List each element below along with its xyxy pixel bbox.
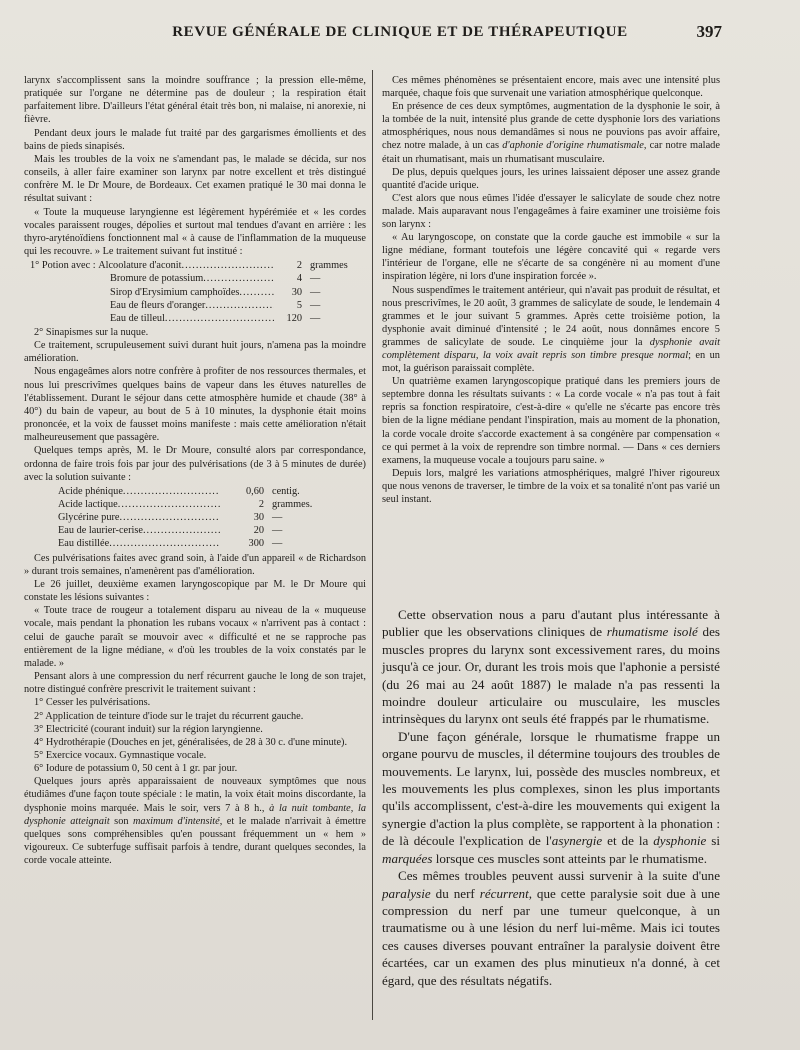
- prescription-row: [30, 286, 366, 299]
- prescription-row: [30, 272, 366, 285]
- prescription-row: [30, 312, 366, 325]
- text-run: du nerf: [430, 885, 480, 901]
- prescription-row: [30, 299, 366, 312]
- text-run: son: [109, 815, 133, 827]
- italic-run: paralysie: [382, 885, 431, 901]
- paragraph: Pensant alors à une compression du nerf récurrent gauche le long de son trajet, notre distingué confrère prescrivit le traitement suivant :: [24, 671, 366, 696]
- italic-run: maximum d'intensité: [132, 815, 220, 827]
- prescription-row: [30, 537, 328, 550]
- list-item: 4° Hydrothérapie (Douches en jet, généralisées, de 28 à 30 c. d'une minute).: [34, 736, 348, 748]
- prescription-qty: 2: [258, 499, 264, 510]
- prescription-qty: 2: [296, 260, 302, 272]
- prescription-item: Glycérine pure: [58, 512, 120, 524]
- text-run: D'une façon générale, lorsque le rhumatisme frappe un organe pourvu de muscles, il détermine toujours des troubles de mouvements. Le larynx, lui, possède des muscles nombreux, et les mouvements les plus complexes, sinon les plus importants qu'ils accomplissent, c'est-à-dire les mouvements qui exigent la synergie d'action la plus complète, se rapportent à la phonation : de là découle l'explication de l': [382, 728, 720, 849]
- paragraph: Mais les troubles de la voix ne s'amendant pas, le malade se décida, sur nos conseils, à aller faire examiner son larynx par notre excellent et très distingué confrère M. le Dr Moure, de Bordeaux. Cet examen pratiqué le 30 mai donna le résultat suivant :: [24, 153, 366, 205]
- prescription-row: [30, 511, 328, 524]
- paragraph: [382, 100, 720, 165]
- page-header: [0, 18, 800, 46]
- prescription-qty: 0,60: [245, 485, 264, 497]
- paragraph: Depuis lors, malgré les variations atmosphériques, malgré l'hiver rigoureux que nous venons de traverser, le timbre de la voix et sa tonalité n'ont pas varié un seul instant.: [382, 467, 720, 505]
- leader-dots: [123, 485, 220, 498]
- prescription-unit: —: [310, 312, 321, 324]
- paragraph: [382, 867, 720, 989]
- paragraph: [382, 284, 720, 376]
- prescription-unit: centig.: [272, 485, 300, 497]
- leader-dots: [203, 272, 274, 285]
- paragraph: Pendant deux jours le malade fut traité par des gargarismes émollients et des bains de pieds sinapisés.: [24, 127, 366, 152]
- paragraph: Ces pulvérisations faites avec grand soin, à l'aide d'un appareil « de Richardson » durant trois semaines, n'amenèrent pas d'amélioration.: [24, 552, 366, 577]
- text-run: si: [706, 833, 720, 849]
- leader-dots: [118, 498, 220, 511]
- text-run: , car notre malade était un rhumatisant, mais un rhumatisant musculaire.: [382, 140, 720, 165]
- prescription-unit: —: [310, 273, 321, 285]
- prescription-qty: 120: [286, 312, 302, 324]
- paragraph: Ce traitement, scrupuleusement suivi durant huit jours, n'amena pas la moindre amélioration.: [24, 340, 366, 365]
- prescription-heading: 1° Potion avec :: [30, 260, 96, 272]
- quotation: « Toute la muqueuse laryngienne est légèrement hypérémiée et « les cordes vocales paraissent rouges, dépolies et surtout mal tendues d'avant en arrière : les thyro-aryténoïdiens fonctionnent mal « à cause de l'inflammation de la muqueuse qui les recouvre. » Le traitement suivant fut institué :: [24, 206, 366, 258]
- paragraph: De plus, depuis quelques jours, les urines laissaient déposer une assez grande quantité d'acide urique.: [382, 166, 720, 191]
- text-run: ; en un mot, la guérison paraissait complète.: [382, 349, 721, 375]
- paragraph: Le 26 juillet, deuxième examen laryngoscopique par M. le Dr Moure qui constate les lésions suivantes :: [24, 578, 366, 604]
- prescription-row: [30, 259, 366, 272]
- paragraph: Ces mêmes phénomènes se présentaient encore, mais avec une intensité plus marquée, chaque fois que survenait une variation atmosphérique quelconque.: [382, 75, 720, 100]
- prescription-row: [30, 485, 328, 498]
- leader-dots: [165, 312, 274, 325]
- quotation: « Au laryngoscope, on constate que la corde gauche est immobile « sur la ligne médiane, formant toutefois une légère concavité qui « regarde vers l'intérieur de l'organe, elle ne s'écarte de sa congénère ni au moment d'une inspiration légère, ni lors d'une inspiration forcée ».: [382, 232, 720, 283]
- text-run: des muscles propres du larynx sont excessivement rares, du moins jusqu'à ce jour. Or, durant les trois mois que l'aphonie a persisté (du 26 mai au 24 août 1887) le malade n'a pas ressenti la moindre douleur articulaire ou musculaire, les muscles intrinsèques du larynx ont seuls été frappés par le rhumatisme.: [382, 624, 720, 727]
- column-divider: [372, 70, 373, 1020]
- paragraph: larynx s'accomplissent sans la moindre souffrance ; la pression elle-même, pratiquée sur l'organe ne détermine pas de douleur ; la respiration était parfaitement libre. D'ailleurs l'état général était très bon, ni malaise, ni anorexie, ni fièvre.: [24, 75, 366, 126]
- list-item: 6° Iodure de potassium 0, 50 cent à 1 gr. par jour.: [34, 763, 238, 775]
- prescription-item: Eau de laurier-cerise: [58, 525, 143, 537]
- text-run: En présence de ces deux symptômes, augmentation de la dysphonie le soir, à la tombée de la nuit, intensité plus grande de cette dysphonie lors des variations atmosphériques, nous nous demandâmes si nous ne pouvions pas avoir affaire, chez notre malade, à un cas: [382, 101, 720, 152]
- paragraph: 2° Sinapismes sur la nuque.: [34, 326, 149, 338]
- prescription-unit: —: [310, 299, 321, 311]
- treatment-list: [24, 696, 366, 775]
- paragraph: [382, 728, 720, 867]
- commentary-block: [382, 606, 720, 989]
- leader-dots: [109, 537, 220, 550]
- right-column: [382, 74, 720, 506]
- prescription-unit: —: [310, 286, 321, 298]
- italic-run: dysphonie avait complètement disparu, la voix avait repris son timbre presque normal: [382, 336, 720, 361]
- text-run: Cette observation nous a paru d'autant plus intéressante à publier que les observations cliniques de: [382, 607, 720, 640]
- text-run: Nous suspendîmes le traitement antérieur, qui n'avait pas produit de résultat, et nous prescrivîmes, le 20 août, 3 grammes de salicylate de soude, le lendemain 4 grammes et le jour suivant 5 grammes. Après cette troisième potion, la dysphonie avait diminué d'intensité ; le 24 août, nous donnâmes encore 5 grammes de salicylate de soude. Le cinquième jour la: [382, 284, 720, 348]
- leader-dots: [143, 524, 220, 537]
- leader-dots: [205, 299, 274, 312]
- prescription-potion: [30, 259, 366, 325]
- prescription-item: Alcoolature d'aconit: [98, 260, 182, 272]
- prescription-unit: —: [272, 525, 283, 537]
- list-item: 3° Electricité (courant induit) sur la région laryngienne.: [34, 723, 263, 735]
- leader-dots: [239, 286, 274, 299]
- prescription-row: [30, 498, 328, 511]
- text-run: et de la: [602, 833, 654, 849]
- prescription-qty: 20: [253, 525, 264, 537]
- text-run: , que cette paralysie soit due à une compression du nerf par une tumeur quelconque, à un traumatisme ou à une lésion du nerf lui-même. Mais ici toutes ces causes diverses pouvant entraîner la paralysie doivent être écartées, car un examen des plus minutieux n'a donné, à cet égard, que des résultats négatifs.: [382, 885, 720, 988]
- prescription-item: Acide lactique: [58, 499, 118, 510]
- quotation: « Toute trace de rougeur a totalement disparu au niveau de la « muqueuse vocale, mais pendant la phonation les rubans vocaux « n'arrivent pas à contact : celui de gauche paraît se mouvoir avec « difficulté et ne se rapproche pas entièrement de la ligne médiane, « d'où les troubles de la voix constatés par le malade. »: [24, 605, 366, 669]
- prescription-qty: 300: [248, 538, 264, 550]
- italic-run: à la nuit tombante, la dysphonie atteignait: [24, 802, 366, 827]
- prescription-unit: grammes: [310, 260, 348, 272]
- paragraph: C'est alors que nous eûmes l'idée d'essayer le salicylate de soude chez notre malade. Mais auparavant nous l'engageâmes à faire examiner une troisième fois son larynx :: [382, 192, 720, 231]
- prescription-item: Acide phénique: [58, 485, 123, 497]
- page-number: 397: [696, 22, 722, 41]
- italic-run: asynergie: [551, 833, 603, 849]
- prescription-item: Sirop d'Erysimium camphoïdes: [110, 286, 240, 298]
- paragraph: Quelques temps après, M. le Dr Moure, consulté alors par correspondance, ordonna de faire trois fois par jour des pulvérisations (de 3 à 5 minutes de durée) avec la solution suivante :: [24, 445, 366, 483]
- prescription-unit: —: [272, 512, 283, 524]
- list-item: 1° Cesser les pulvérisations.: [34, 697, 151, 709]
- list-item: 2° Application de teinture d'iode sur le trajet du récurrent gauche.: [34, 710, 304, 722]
- prescription-item: Eau distillée: [58, 538, 110, 550]
- leader-dots: [182, 259, 274, 272]
- italic-run: rhumatisme isolé: [606, 624, 698, 640]
- paragraph: Un quatrième examen laryngoscopique pratiqué dans les premiers jours de septembre donna les résultats suivants : « La corde vocale « n'a pas tout à fait repris sa fonction respiratoire, c'est-à-dire « qu'elle ne s'écarte pas encore très bien de la ligne médiane pendant l'inspiration, mais au moment de la phonation, la corde vocale droite s'accorde exactement à sa congénère par compensation « ce qui permet à la voix de reprendre son timbre normal. — Dans « ces derniers examens, la muqueuse vocale a toujours paru saine. »: [382, 376, 720, 466]
- italic-run: dysphonie: [653, 833, 707, 849]
- prescription-unit: grammes.: [272, 499, 313, 510]
- text-run: lorsque ces muscles sont atteints par le rhumatisme.: [432, 850, 707, 866]
- left-column: [24, 74, 366, 867]
- leader-dots: [119, 511, 220, 524]
- prescription-qty: 4: [296, 273, 302, 285]
- text-run: Quelques jours après apparaissaient de nouveaux symptômes que nous étudiâmes d'une façon toute spéciale : le matin, la voix était moins discordante, la dysphonie moins marquée. Mais le soir, vers 7 à 8 h.,: [24, 776, 366, 814]
- prescription-item: Eau de tilleul: [110, 312, 165, 324]
- prescription-row: [30, 524, 328, 537]
- prescription-item: Eau de fleurs d'oranger: [110, 299, 206, 311]
- italic-run: récurrent: [479, 885, 529, 901]
- paragraph: [24, 775, 366, 867]
- text-run: , et le malade n'arrivait à émettre quelques sons compréhensibles qu'en poussant fréquemment un « hem » vigoureux. Ce subterfuge suffisait parfois à tendre, durant quelques secondes, la corde vocale atteinte.: [24, 815, 366, 867]
- italic-run: d'aphonie d'origine rhumatismale: [502, 140, 644, 152]
- list-item: 5° Exercice vocaux. Gymnastique vocale.: [34, 749, 207, 761]
- prescription-qty: 30: [291, 286, 302, 298]
- prescription-qty: 30: [253, 512, 264, 524]
- running-title: REVUE GÉNÉRALE DE CLINIQUE ET DE THÉRAPEUTIQUE: [172, 24, 628, 40]
- prescription-unit: —: [272, 538, 283, 550]
- paragraph: Nous engageâmes alors notre confrère à profiter de nos ressources thermales, et nous lui prescrivîmes quelques bains de vapeur dans les étuves naturelles de l'établissement. Durant le séjour dans cette atmosphère humide et chaude (38° à 40°) du bain de vapeur, au bout de 5 à 10 minutes, la dysphonie était moins prononcée, et la voix de fausset moins manifeste : mais cette amélioration n'était malheureusement que passagère.: [24, 366, 366, 444]
- prescription-solution: [30, 485, 366, 551]
- prescription-item: Bromure de potassium: [110, 273, 204, 285]
- italic-run: marquées: [382, 850, 433, 866]
- prescription-qty: 5: [296, 299, 302, 311]
- paragraph: [382, 606, 720, 728]
- text-run: Ces mêmes troubles peuvent aussi survenir à la suite d'une: [398, 868, 720, 884]
